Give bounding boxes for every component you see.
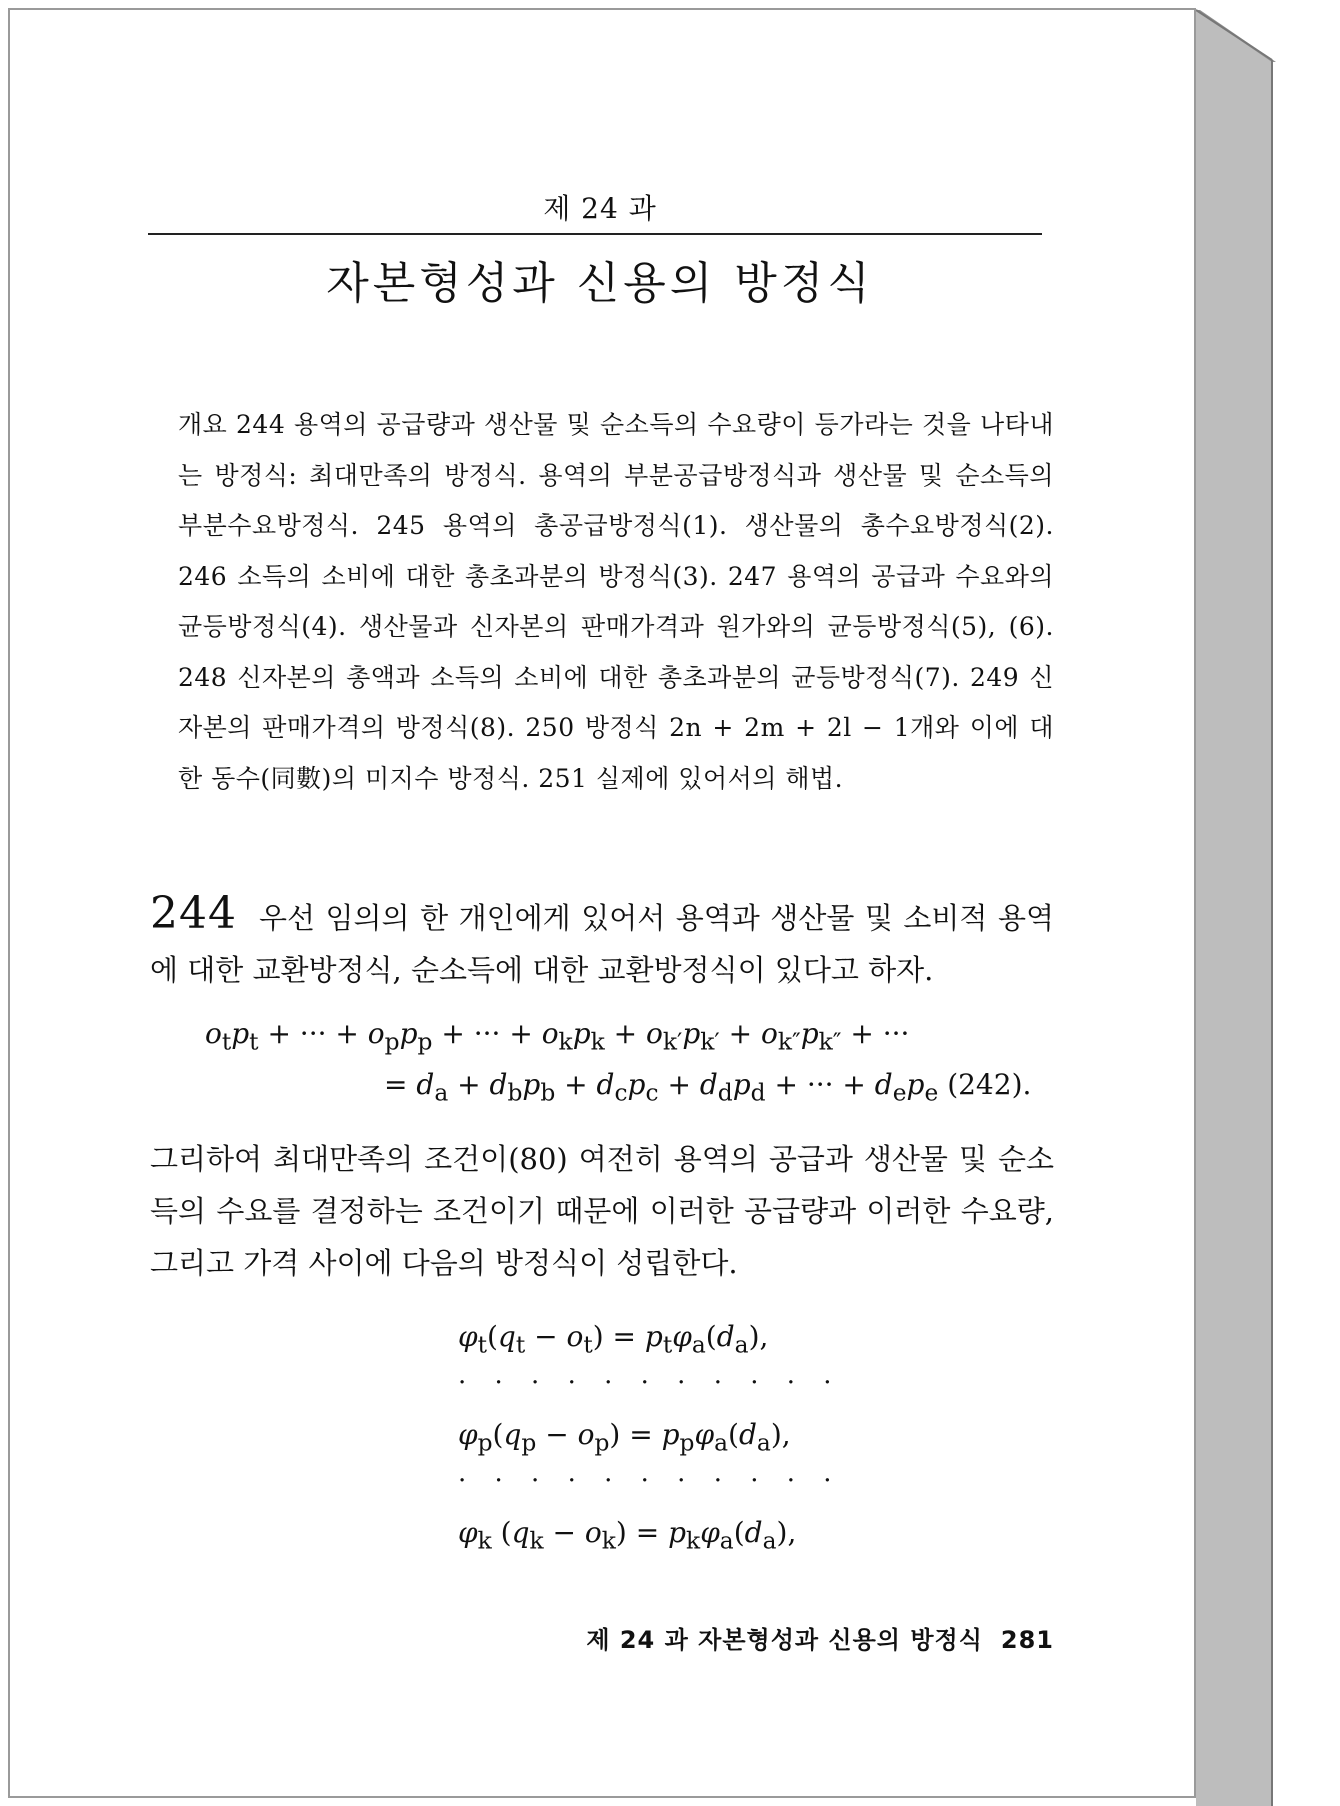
running-title: 제 24 과 자본형성과 신용의 방정식: [586, 1626, 983, 1654]
section-number: 244: [150, 888, 237, 939]
chapter-number: 제 24 과: [543, 192, 657, 225]
running-footer: [500, 1620, 1054, 1655]
body-paragraph: 그리하여 최대만족의 조건이(80) 여전히 용역의 공급과 생산물 및 순소득의 수요를 결정하는 조건이기 때문에 이러한 공급량과 이러한 수요량, 그리고 가격 사이에 다음의 방정식이 성립한다.: [150, 1142, 1054, 1280]
equation-242-line1: $o_tp_t$ + ··· + $o_pp_p$ + ··· + $o_kp_k + o_{k'}p_{k'} + o_{k''}p_{k''}$ + ···: [205, 1017, 910, 1056]
section-244-text: 우선 임의의 한 개인에게 있어서 용역과 생산물 및 소비적 용역에 대한 교환방정식, 순소득에 대한 교환방정식이 있다고 하자.: [150, 901, 1054, 987]
ellipsis-dots: · · · · · · · · · · ·: [458, 1466, 842, 1496]
equation-phi-p: $\varphi_p(q_p - o_p) = p_p\varphi_a(d_a)$,: [458, 1418, 791, 1457]
section-244-paragraph: [150, 888, 1054, 996]
page-number: 281: [1000, 1626, 1054, 1654]
chapter-title: 자본형성과 신용의 방정식: [326, 258, 874, 309]
ellipsis-dots: · · · · · · · · · · ·: [458, 1368, 842, 1398]
equation-phi-t: $\varphi_t(q_t - o_t) = p_t\varphi_a(d_a)$,: [458, 1320, 769, 1359]
equation-phi-k: $\varphi_k$ $(q_k - o_k) = p_k\varphi_a(d_a)$,: [458, 1516, 797, 1555]
title-rule: [148, 233, 1042, 235]
chapter-summary: 개요 244 용역의 공급량과 생산물 및 순소득의 수요량이 등가라는 것을 나타내는 방정식: 최대만족의 방정식. 용역의 부분공급방정식과 생산물 및 순소득의 부분수요방정식. 245 용역의 총공급방정식(1). 생산물의 총수요방정식(2). 246 소득의 소비에 대한 총초과분의 방정식(3). 247 용역의 공급과 수요와의 균등방정식(4). 생산물과 신자본의 판매가격과 원가와의 균등방정식(5), (6). 248 신자본의 총액과 소득의 소비에 대한 총초과분의 균등방정식(7). 249 신자본의 판매가격의 방정식(8). 250 방정식 2n + 2m + 2l − 1개와 이에 대한 동수(同數)의 미지수 방정식. 251 실제에 있어서의 해법.: [178, 410, 1054, 793]
equation-242-line2: = $d_a + d_bp_b + d_cp_c + d_dp_d$ + ··· + $d_ep_e$ (242).: [384, 1068, 1032, 1107]
